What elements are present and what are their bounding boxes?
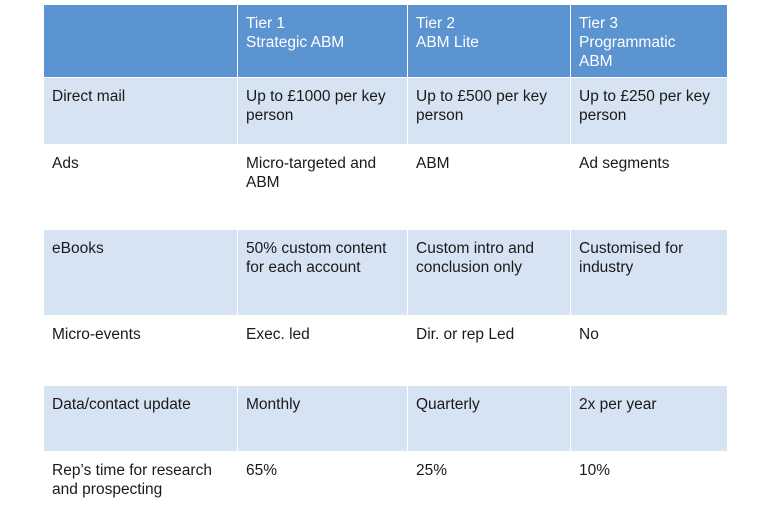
cell-tier-2: Custom intro and conclusion only xyxy=(408,230,571,316)
tier-1-name: Tier 1 xyxy=(246,15,286,32)
cell-tier-3: Ad segments xyxy=(571,145,728,230)
tier-comparison-table xyxy=(43,4,728,524)
cell-tier-2: ABM xyxy=(408,145,571,230)
cell-tier-1: 65% xyxy=(238,452,408,524)
cell-tier-3: Up to £250 per key person xyxy=(571,78,728,145)
tier-3-subtitle-cont: ABM xyxy=(579,53,613,70)
tier-comparison-table-container xyxy=(43,4,728,524)
header-tier-2 xyxy=(408,5,571,78)
header-corner-cell xyxy=(44,5,238,78)
tier-1-subtitle: Strategic ABM xyxy=(246,34,345,51)
cell-tier-3: Customised for industry xyxy=(571,230,728,316)
tier-2-subtitle: ABM Lite xyxy=(416,34,479,51)
row-label-ads: Ads xyxy=(44,145,238,230)
row-label-rep-time: Rep’s time for research and prospecting xyxy=(44,452,238,524)
cell-tier-1: Micro-targeted and ABM xyxy=(238,145,408,230)
cell-tier-1: 50% custom content for each account xyxy=(238,230,408,316)
row-label-direct-mail: Direct mail xyxy=(44,78,238,145)
cell-tier-1: Exec. led xyxy=(238,316,408,386)
cell-tier-2: Dir. or rep Led xyxy=(408,316,571,386)
cell-tier-3: 10% xyxy=(571,452,728,524)
table-row xyxy=(44,386,728,452)
tier-3-subtitle: Programmatic xyxy=(579,34,676,51)
table-row xyxy=(44,78,728,145)
header-row xyxy=(44,5,728,78)
cell-tier-2: 25% xyxy=(408,452,571,524)
cell-tier-2: Quarterly xyxy=(408,386,571,452)
tier-3-name: Tier 3 xyxy=(579,15,619,32)
table-row xyxy=(44,316,728,386)
row-label-micro-events: Micro-events xyxy=(44,316,238,386)
cell-tier-3: 2x per year xyxy=(571,386,728,452)
table-row xyxy=(44,452,728,524)
row-label-ebooks: eBooks xyxy=(44,230,238,316)
table-row xyxy=(44,145,728,230)
header-tier-1 xyxy=(238,5,408,78)
table-row xyxy=(44,230,728,316)
cell-tier-3: No xyxy=(571,316,728,386)
cell-tier-1: Up to £1000 per key person xyxy=(238,78,408,145)
row-label-data-contact-update: Data/contact update xyxy=(44,386,238,452)
tier-2-name: Tier 2 xyxy=(416,15,456,32)
cell-tier-2: Up to £500 per key person xyxy=(408,78,571,145)
cell-tier-1: Monthly xyxy=(238,386,408,452)
header-tier-3 xyxy=(571,5,728,78)
